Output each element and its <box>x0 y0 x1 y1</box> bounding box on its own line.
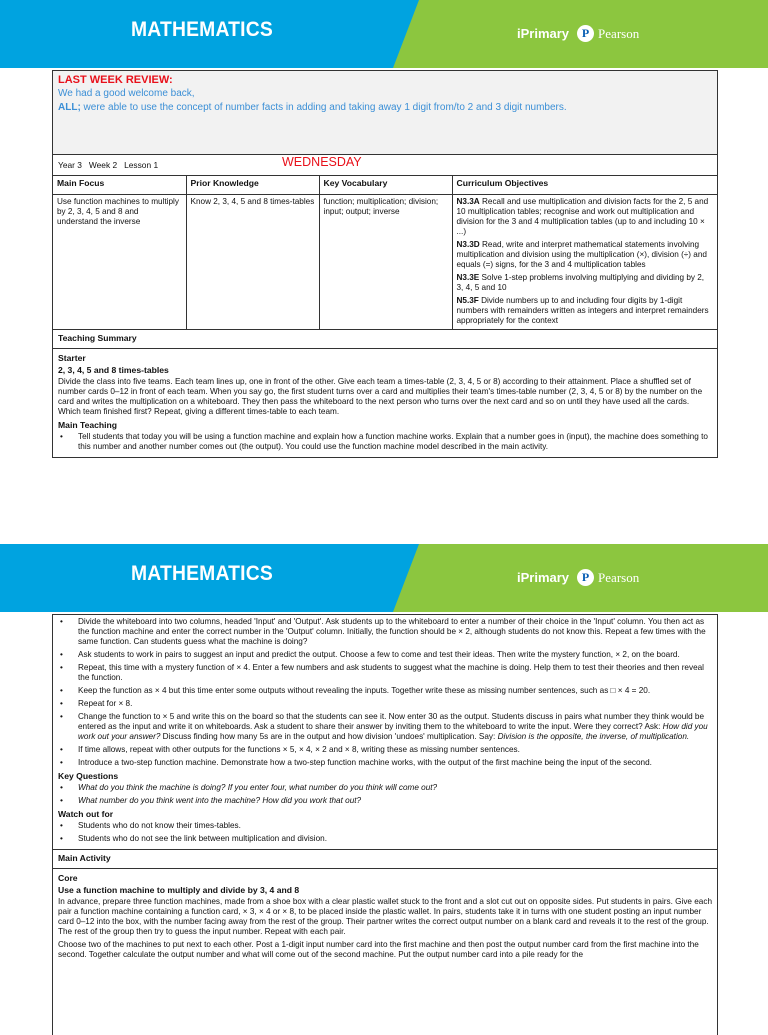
list-item: • Ask students to work in pairs to suggest an input and predict the output. Choose a few to come and test their ideas. Then write the mystery function, × 2, on the board. <box>58 650 712 660</box>
header-title: MATHEMATICS <box>131 562 273 585</box>
core-heading: Core <box>58 873 78 883</box>
review-line2 <box>58 101 712 115</box>
list-item: • Repeat for × 8. <box>58 699 712 709</box>
objective-text: Recall and use multiplication and division facts for the 2, 5 and 10 multiplication tables; recognise and work out multiplication and division for the 3 and 4 multiplication tables (up to and including 10 × ...) <box>456 197 709 236</box>
last-week-review <box>53 71 717 155</box>
list-item: • Students who do not see the link between multiplication and division. <box>58 834 712 844</box>
change-text: Change the function to × 5 and write this on the board so that the students can see it. Now enter 30 as the output. Students discuss in pairs what number they think would be entered as the input and write it on whiteboards. Ask a student to share their answer by inviting them to the whiteboard to write the input. Were they correct? Ask: <box>78 712 705 731</box>
objective-code: N3.3D <box>456 240 480 249</box>
core-text: In advance, prepare three function machines, made from a shoe box with a clear plastic wallet stuck to the front and a slot cut out on opposite sides. Put students in pairs. Give each pair a function machine containing a function card, × 3, × 4 or × 8, to be placed inside the plastic wallet. In pairs, students take it in turns with one student posting an input number card 0–12 into the box, with the number facing away from the rest of the group. Their partner writes the correct output number on a blank card and reveals it to the rest of the group. The rest of the group then try to guess the input number. Repeat with each pair. <box>58 897 712 936</box>
objective-text: Divide numbers up to and including four digits by 1-digit numbers with remainders written as integers and interpret remainders appropriately for the context <box>456 296 709 325</box>
objective-code: N3.3A <box>456 197 480 206</box>
review-line1: We had a good welcome back, <box>58 88 195 99</box>
brand-logo <box>517 25 639 42</box>
pearson-p-icon: P <box>577 569 594 586</box>
starter-text: Divide the class into five teams. Each team lines up, one in front of the other. Give each team a times-table (2, 3, 4, 5 or 8) according to their attainment. Place a shuffled set of number cards 0–12 in front of each team. When you say go, the first student turns over a card and multiplies their team's times-table number (2, 3, 4, 5 or 8) by the number on the card and writes the multiplication on a whiteboard. They then pass the whiteboard to the next person who turns over the next card and so on until they have used all the cards. Which team finished first? Repeat, giving a different times-table to each team. <box>58 377 703 416</box>
change-italic2: Division is the opposite, the inverse, of multiplication. <box>497 732 690 741</box>
change-text2: Discuss finding how many 5s are in the output and how division 'undoes' multiplication. Say: <box>160 732 498 741</box>
columns-header-row <box>53 176 717 195</box>
key-questions-heading: Key Questions <box>58 771 119 781</box>
lesson-columns-table <box>53 176 717 330</box>
key-vocabulary-cell: function; multiplication; division; input; output; inverse <box>319 195 452 330</box>
starter-heading: Starter <box>58 353 86 363</box>
lesson-label: Year 3 Week 2 Lesson 1 <box>58 160 159 170</box>
key-questions-list <box>58 783 712 806</box>
objective-text: Solve 1-step problems involving multiplying and dividing by 2, 3, 4, 5 and 10 <box>456 273 705 292</box>
objective-text: Read, write and interpret mathematical statements involving multiplication and division using the multiplication (×), division (÷) and equals (=) signs, for the 3 and 4 multiplication tables <box>456 240 707 269</box>
header-prior-knowledge: Prior Knowledge <box>186 176 319 195</box>
header-title: MATHEMATICS <box>131 18 273 41</box>
header-curriculum-objectives: Curriculum Objectives <box>452 176 717 195</box>
brand-iprimary: iPrimary <box>517 570 570 585</box>
header-main-focus: Main Focus <box>53 176 186 195</box>
starter-subheading: 2, 3, 4, 5 and 8 times-tables <box>58 365 169 375</box>
objective-code: N5.3F <box>456 296 479 305</box>
list-item: • Repeat, this time with a mystery function of × 4. Enter a few numbers and ask students to suggest what the machine is doing. Help them to test their theories and then reveal the function. <box>58 663 712 683</box>
main-teaching-continued <box>53 615 717 849</box>
watch-out-heading: Watch out for <box>58 809 114 819</box>
list-item: • What do you think the machine is doing? If you enter four, what number do you think will come out? <box>58 783 712 793</box>
list-item: • Divide the whiteboard into two columns, headed 'Input' and 'Output'. Ask students up to the whiteboard to enter a number of their choice in the 'Input' column. You then act as the function machine and enter the correct number in the 'Output' column. Initially, the function should be × 2, although students do not know this. Repeat a few times with the same function. Can students guess what the machine is doing? <box>58 617 712 647</box>
review-heading: LAST WEEK REVIEW: <box>58 74 173 86</box>
main-teaching-list-continued <box>58 617 712 768</box>
objective-item <box>457 197 714 237</box>
core-subheading: Use a function machine to multiply and divide by 3, 4 and 8 <box>58 885 300 895</box>
lesson-sheet-page1 <box>52 70 718 458</box>
list-item: • What number do you think went into the machine? How did you work that out? <box>58 796 712 806</box>
prior-knowledge-cell: Know 2, 3, 4, 5 and 8 times-tables <box>186 195 319 330</box>
objectives-cell <box>452 195 717 330</box>
main-teaching-list <box>58 432 712 452</box>
list-item: • Tell students that today you will be using a function machine and explain how a function machine works. Explain that a number goes in (input), the machine does something to this number and another number comes out (the output). You could use the function machine model described in the main activity. <box>58 432 712 452</box>
columns-content-row <box>53 195 717 330</box>
list-item: • If time allows, repeat with other outputs for the functions × 5, × 4, × 2 and × 8, writing these as missing number sentences. <box>58 745 712 755</box>
lesson-row <box>53 155 717 176</box>
review-line2-rest: were able to use the concept of number facts in adding and taking away 1 digit from/to 2 and 3 digit numbers. <box>80 102 567 113</box>
brand-iprimary: iPrimary <box>517 26 570 41</box>
review-line2-bold: ALL; <box>58 102 81 113</box>
pearson-p-icon: P <box>577 25 594 42</box>
lesson-day: WEDNESDAY <box>282 155 362 169</box>
header-key-vocabulary: Key Vocabulary <box>319 176 452 195</box>
lesson-sheet-page2 <box>52 614 718 1035</box>
list-item: • Students who do not know their times-tables. <box>58 821 712 831</box>
objective-item <box>457 273 714 293</box>
main-activity-heading: Main Activity <box>53 849 717 869</box>
list-item: • Keep the function as × 4 but this time enter some outputs without revealing the inputs. Together write these as missing number sentences, such as □ × 4 = 20. <box>58 686 712 696</box>
teaching-summary-block <box>53 349 717 457</box>
brand-pearson: Pearson <box>598 569 640 585</box>
main-activity-block <box>53 869 717 965</box>
watch-out-list <box>58 821 712 844</box>
header-band-page2 <box>0 544 768 612</box>
main-teaching-heading: Main Teaching <box>58 420 118 430</box>
teaching-summary-heading: Teaching Summary <box>53 330 717 349</box>
objective-code: N3.3E <box>456 273 480 282</box>
header-band <box>0 0 768 68</box>
brand-pearson: Pearson <box>598 25 640 41</box>
list-item: • Introduce a two-step function machine. Demonstrate how a two-step function machine works, with the output of the first machine being the input of the second. <box>58 758 712 768</box>
main-focus-cell: Use function machines to multiply by 2, 3, 4, 5 and 8 and understand the inverse <box>53 195 186 330</box>
objective-item <box>457 296 714 326</box>
change-italic: How did you work out your answer? <box>78 722 708 741</box>
objective-item <box>457 240 714 270</box>
core-text2: Choose two of the machines to put next to each other. Post a 1-digit input number card into the first machine and then post the output number card from the first machine into the second. Together calculate the output number and what will come out of the second machine. Put the output number card into a pile ready for the <box>58 940 699 959</box>
list-item <box>58 712 712 742</box>
brand-logo <box>517 569 639 586</box>
